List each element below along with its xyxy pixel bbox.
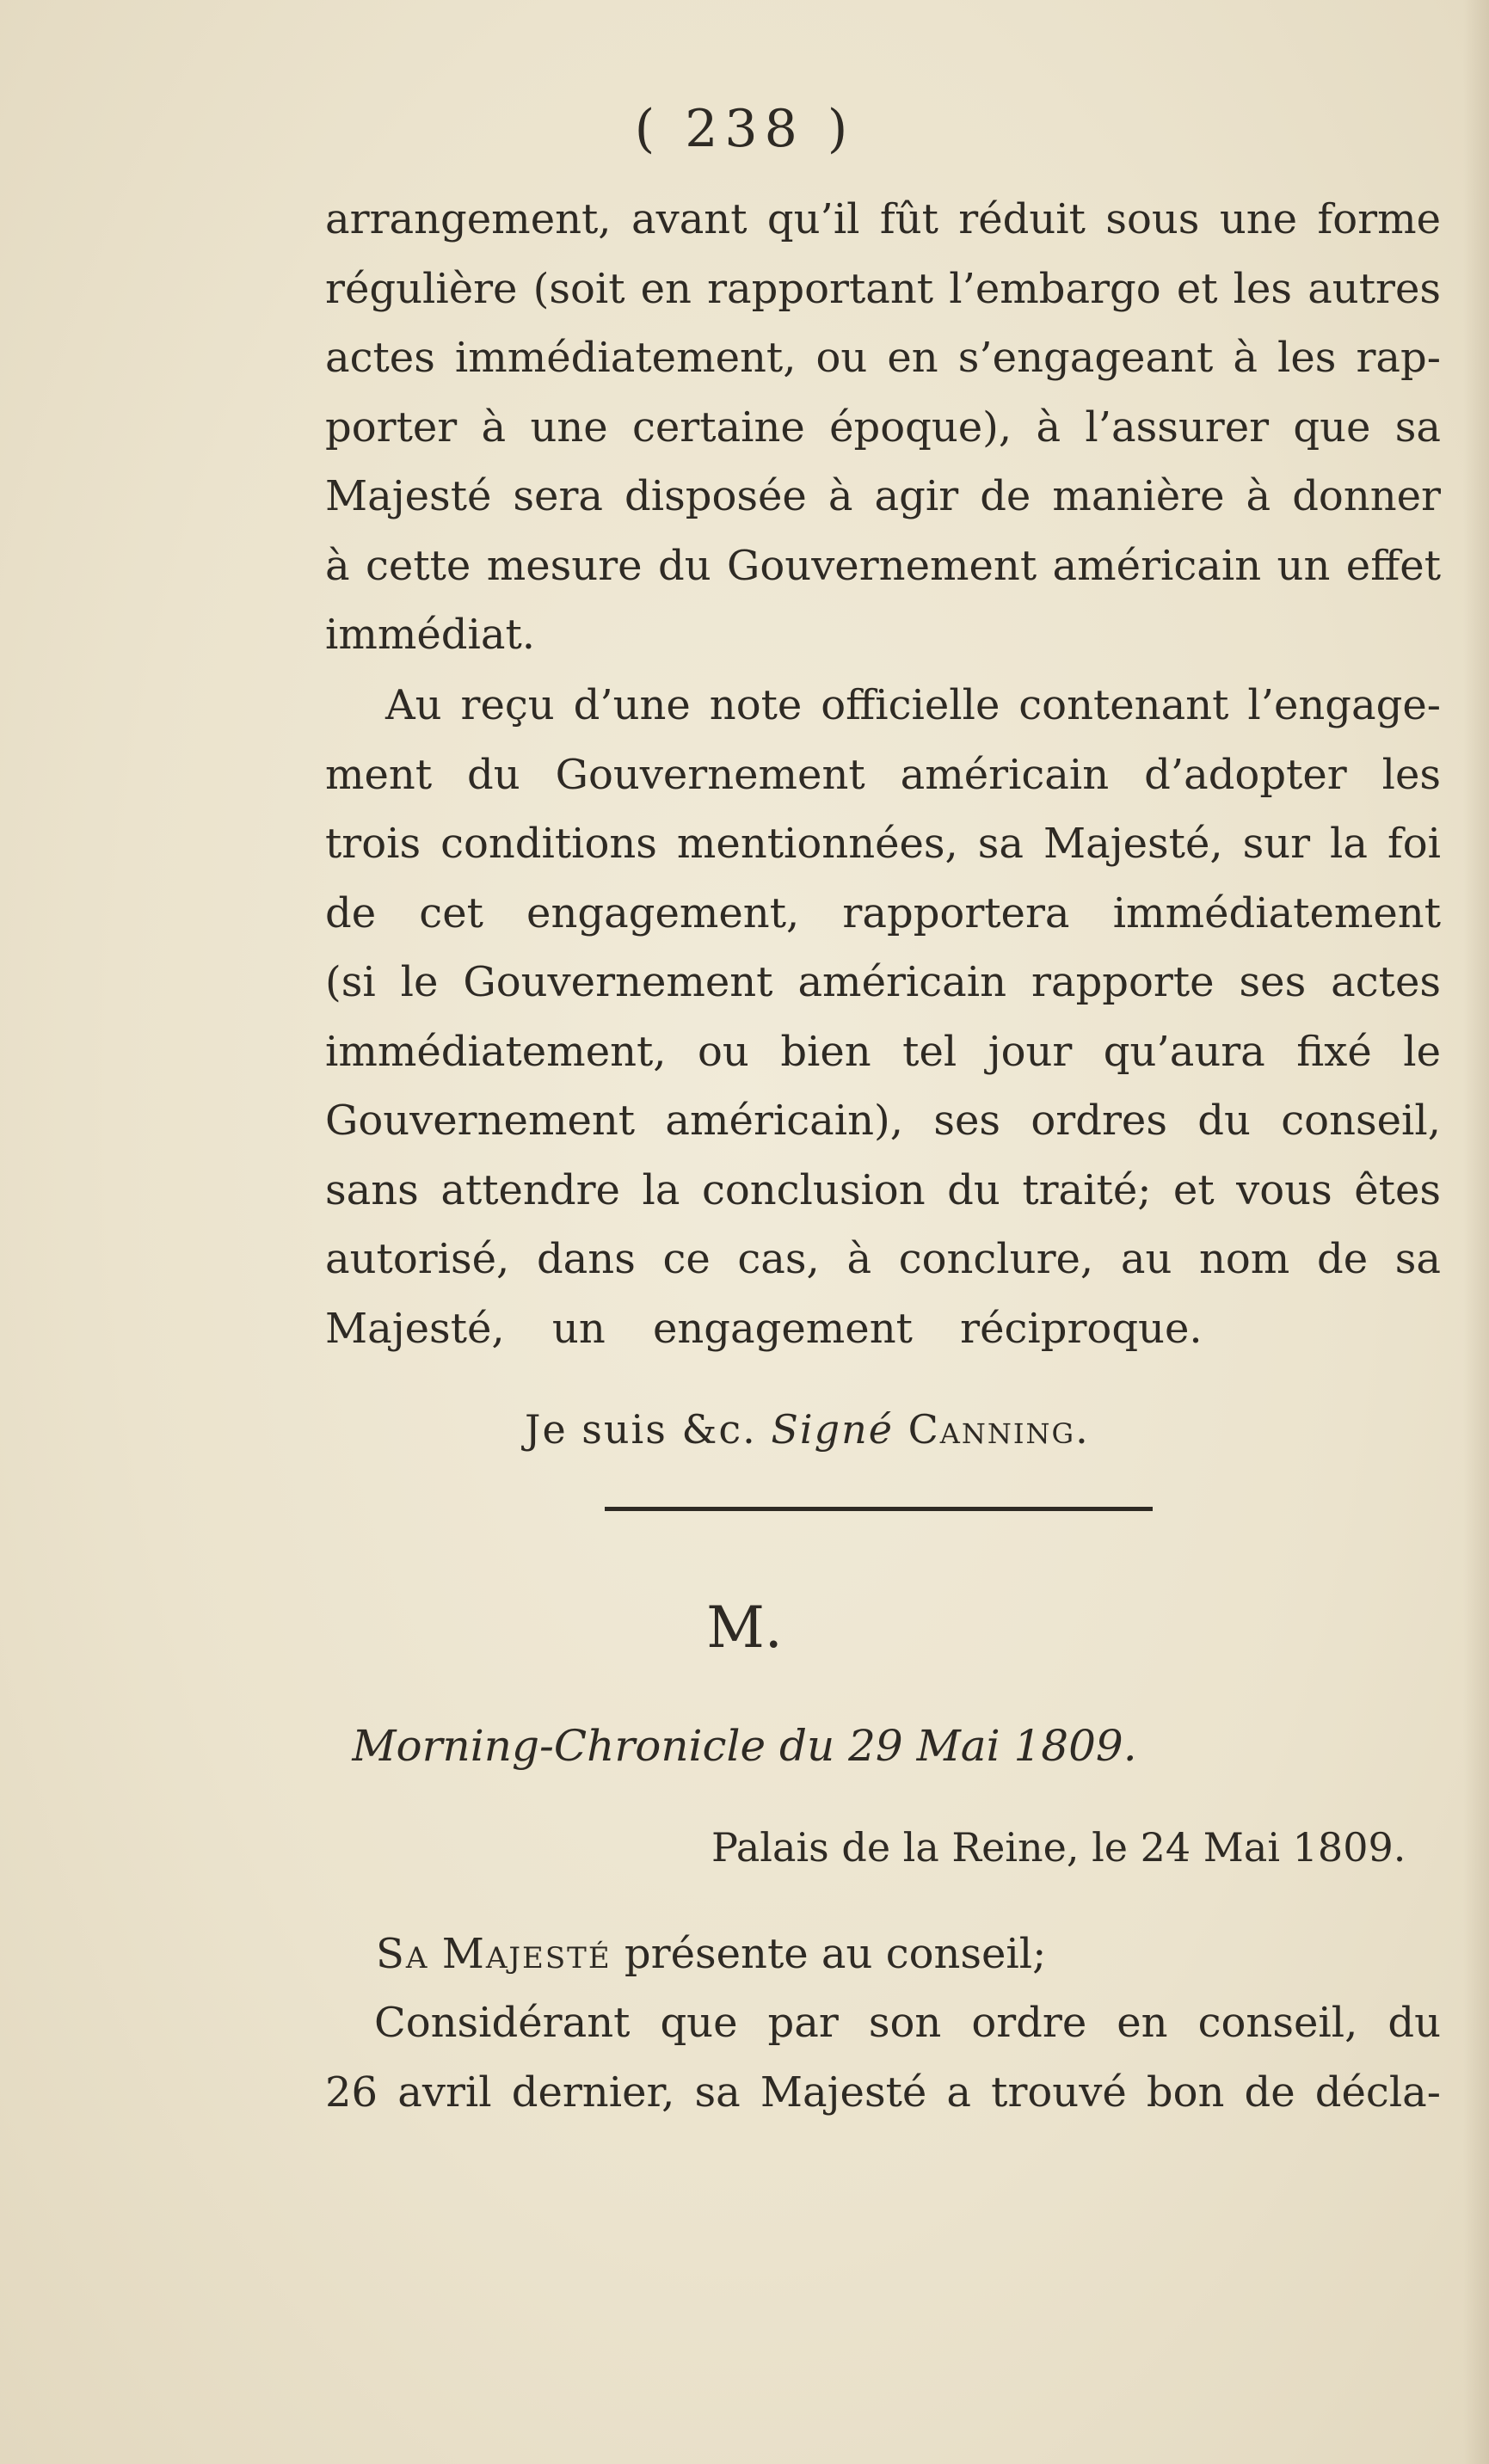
paragraph-1-line: immédiat. xyxy=(325,611,536,659)
paragraph-2-line: (si le Gouvernement américain rapporte ses actes xyxy=(325,958,1441,1006)
place-date-line: Palais de la Reine, le 24 Mai 1809. xyxy=(711,1824,1406,1871)
paragraph-2-line: Au reçu d’une note officielle contenant l’engage- xyxy=(385,681,1441,729)
paragraph-3-majeste: Majesté xyxy=(441,1930,612,1978)
paragraph-2-line: autorisé, dans ce cas, à conclure, au nom de sa xyxy=(325,1235,1441,1283)
paragraph-1 xyxy=(325,185,1443,670)
paragraph-1-line: actes immédiatement, ou en s’engageant à les rap- xyxy=(325,334,1441,382)
signature-name: Canning. xyxy=(908,1406,1090,1453)
signature-signed-label: Signé xyxy=(771,1406,894,1453)
page-edge-shadow xyxy=(1463,0,1489,2464)
paragraph-1-line: régulière (soit en rapportant l’embargo et les autres xyxy=(325,264,1441,313)
paragraph-3-rest: présente au conseil; xyxy=(624,1930,1047,1978)
signature-line xyxy=(525,1406,1090,1453)
signature-prefix: Je suis &c. xyxy=(525,1406,757,1453)
source-heading: Morning-Chronicle du 29 Mai 1809. xyxy=(352,1721,1137,1771)
section-heading: M. xyxy=(706,1595,783,1661)
page-number: ( 238 ) xyxy=(634,99,855,159)
paragraph-3-sa: Sa xyxy=(376,1930,429,1978)
paragraph-4-line: Considérant que par son ordre en conseil, du xyxy=(374,1999,1441,2047)
paragraph-1-line: à cette mesure du Gouvernement américain un effet xyxy=(325,541,1441,590)
paragraph-2-line: immédiatement, ou bien tel jour qu’aura fixé le xyxy=(325,1027,1441,1076)
paragraph-4-line: 26 avril dernier, sa Majesté a trouvé bon de décla- xyxy=(325,2068,1441,2117)
paragraph-2-line: sans attendre la conclusion du traité; et vous êtes xyxy=(325,1165,1441,1214)
paragraph-1-line: arrangement, avant qu’il fût réduit sous une forme xyxy=(325,195,1441,243)
section-divider-rule xyxy=(605,1507,1153,1511)
paragraph-1-line: Majesté sera disposée à agir de manière à donner xyxy=(325,472,1441,520)
paragraph-3 xyxy=(376,1920,1489,1989)
paragraph-4 xyxy=(325,1988,1443,2127)
paragraph-2-line: trois conditions mentionnées, sa Majesté, sur la foi xyxy=(325,820,1441,868)
paragraph-2-line: ment du Gouvernement américain d’adopter les xyxy=(325,750,1441,799)
paragraph-2-line: Majesté, un engagement réciproque. xyxy=(325,1304,1203,1353)
paragraph-2-line: de cet engagement, rapportera immédiatement xyxy=(325,888,1441,937)
paragraph-1-line: porter à une certaine époque), à l’assurer que sa xyxy=(325,402,1441,452)
paragraph-2-line: Gouvernement américain), ses ordres du conseil, xyxy=(325,1097,1441,1145)
paragraph-2 xyxy=(325,671,1443,1363)
